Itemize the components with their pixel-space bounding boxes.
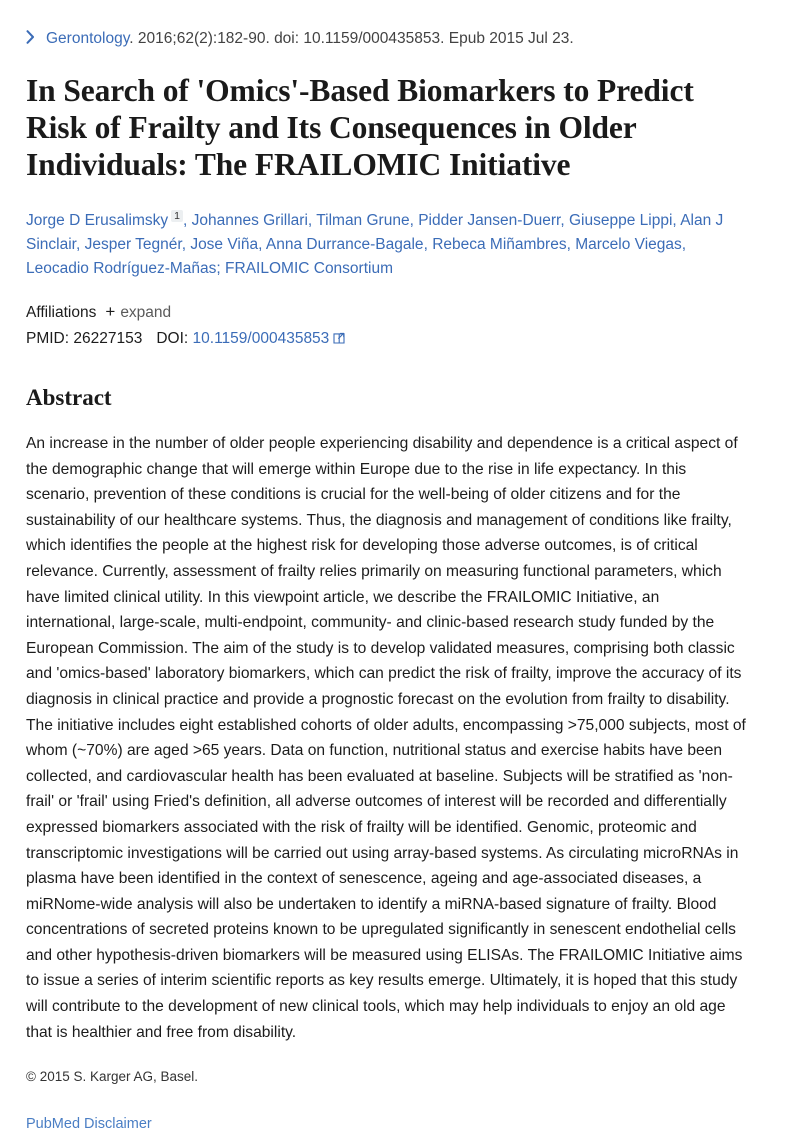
author-link[interactable]: Rebeca Miñambres xyxy=(432,236,567,253)
copyright-notice: © 2015 S. Karger AG, Basel. xyxy=(26,1069,199,1085)
author-link[interactable]: Johannes Grillari xyxy=(191,212,308,229)
journal-link[interactable]: Gerontology xyxy=(46,30,130,47)
author-separator: , xyxy=(258,236,266,253)
page-title: In Search of 'Omics'-Based Biomarkers to Predict Risk of Frailty and Its Consequences in Older Individuals: The FRAILOMIC Initiative xyxy=(26,73,694,182)
abstract-text: An increase in the number of older people experiencing disability and dependence is a critical aspect of the demographic change that will emerge within Europe due to the rise in life expectancy. In this scenario, prevention of these conditions is crucial for the well-being of older citizens and for the sustainability of our healthcare systems. Thus, the diagnosis and management of conditions like frailty, which identifies the people at the highest risk for developing those adverse outcomes, is of critical relevance. Currently, assessment of frailty relies primarily on measuring functional parameters, which have limited clinical utility. In this viewpoint article, we describe the FRAILOMIC Initiative, an international, large-scale, multi-endpoint, community- and clinic-based research study funded by the European Commission. The aim of the study is to develop validated measures, comprising both classic and 'omics-based' laboratory biomarkers, which can predict the risk of frailty, improve the accuracy of its diagnosis in clinical practice and provide a prognostic forecast on the evolution from frailty to disability. The initiative includes eight established cohorts of older adults, encompassing >75,000 subjects, most of whom (~70%) are aged >65 years. Data on function, nutritional status and exercise habits have been collected, and cardiovascular health has been evaluated at baseline. Subjects will be stratified as 'non-frail' or 'frail' using Fried's definition, all adverse outcomes of interest will be recorded and differentially expressed biomarkers associated with the risk of frailty will be identified. Genomic, proteomic and transcriptomic investigations will be carried out using array-based systems. As circulating microRNAs in plasma have been identified in the context of senescence, ageing and age-associated diseases, a miRNome-wide analysis will also be undertaken to identify a miRNA-based signature of frailty. Blood concentrations of secreted proteins known to be upregulated significantly in senescent endothelial cells and other hypothesis-driven biomarkers will be measured using ELISAs. The FRAILOMIC Initiative aims to issue a series of interim scientific reports as key results emerge. Ultimately, it is hoped that this study will contribute to the development of new clinical tools, which may help individuals to enjoy an old age that is healthier and free from disability. xyxy=(26,435,746,1041)
pmid-label: PMID: xyxy=(26,330,70,347)
author-separator: , xyxy=(182,212,192,229)
author-link[interactable]: Marcelo Viegas xyxy=(575,236,682,253)
pubmed-disclaimer-link[interactable]: PubMed Disclaimer xyxy=(26,1116,152,1133)
author-list xyxy=(26,209,726,281)
abstract-heading: Abstract xyxy=(26,385,112,410)
plus-icon: + xyxy=(105,302,116,321)
author-separator: , xyxy=(681,236,687,253)
affiliations-expand-button[interactable] xyxy=(105,302,171,322)
affiliations-label: Affiliations xyxy=(26,304,97,321)
author-separator: , xyxy=(423,236,433,253)
doi-label: DOI: xyxy=(156,330,189,347)
affiliations-row xyxy=(26,301,770,325)
author-link[interactable]: Pidder Jansen-Duerr xyxy=(418,212,561,229)
consortium-link[interactable]: FRAILOMIC Consortium xyxy=(225,260,393,277)
author-separator: , xyxy=(75,236,85,253)
chevron-right-icon[interactable] xyxy=(26,30,40,44)
author-separator: , xyxy=(560,212,569,229)
external-link-icon[interactable] xyxy=(333,332,345,344)
citation-line xyxy=(26,28,770,50)
author-separator: , xyxy=(566,236,576,253)
author-link[interactable]: Jose Viña xyxy=(190,236,259,253)
pmid-value: 26227153 xyxy=(73,330,143,347)
identifiers-row xyxy=(26,327,770,351)
author-link[interactable]: Giuseppe Lippi xyxy=(569,212,673,229)
author-separator: , xyxy=(307,212,317,229)
author-link[interactable]: Tilman Grune xyxy=(316,212,410,229)
author-link[interactable]: Anna Durrance-Bagale xyxy=(265,236,424,253)
author-separator: ; xyxy=(216,260,226,277)
doi-link[interactable]: 10.1159/000435853 xyxy=(192,330,330,347)
citation-details: . 2016;62(2):182-90. doi: 10.1159/000435853. Epub 2015 Jul 23. xyxy=(129,30,574,47)
expand-label: expand xyxy=(120,304,172,321)
author-link[interactable]: Jorge D Erusalimsky xyxy=(26,212,169,229)
author-link[interactable]: Alan J Sinclair xyxy=(26,212,724,253)
author-link[interactable]: Jesper Tegnér xyxy=(84,236,182,253)
affiliation-superscript[interactable]: 1 xyxy=(171,210,183,222)
author-link[interactable]: Leocadio Rodríguez-Mañas xyxy=(26,260,217,277)
author-separator: , xyxy=(409,212,419,229)
author-separator: , xyxy=(181,236,191,253)
author-separator: , xyxy=(672,212,681,229)
